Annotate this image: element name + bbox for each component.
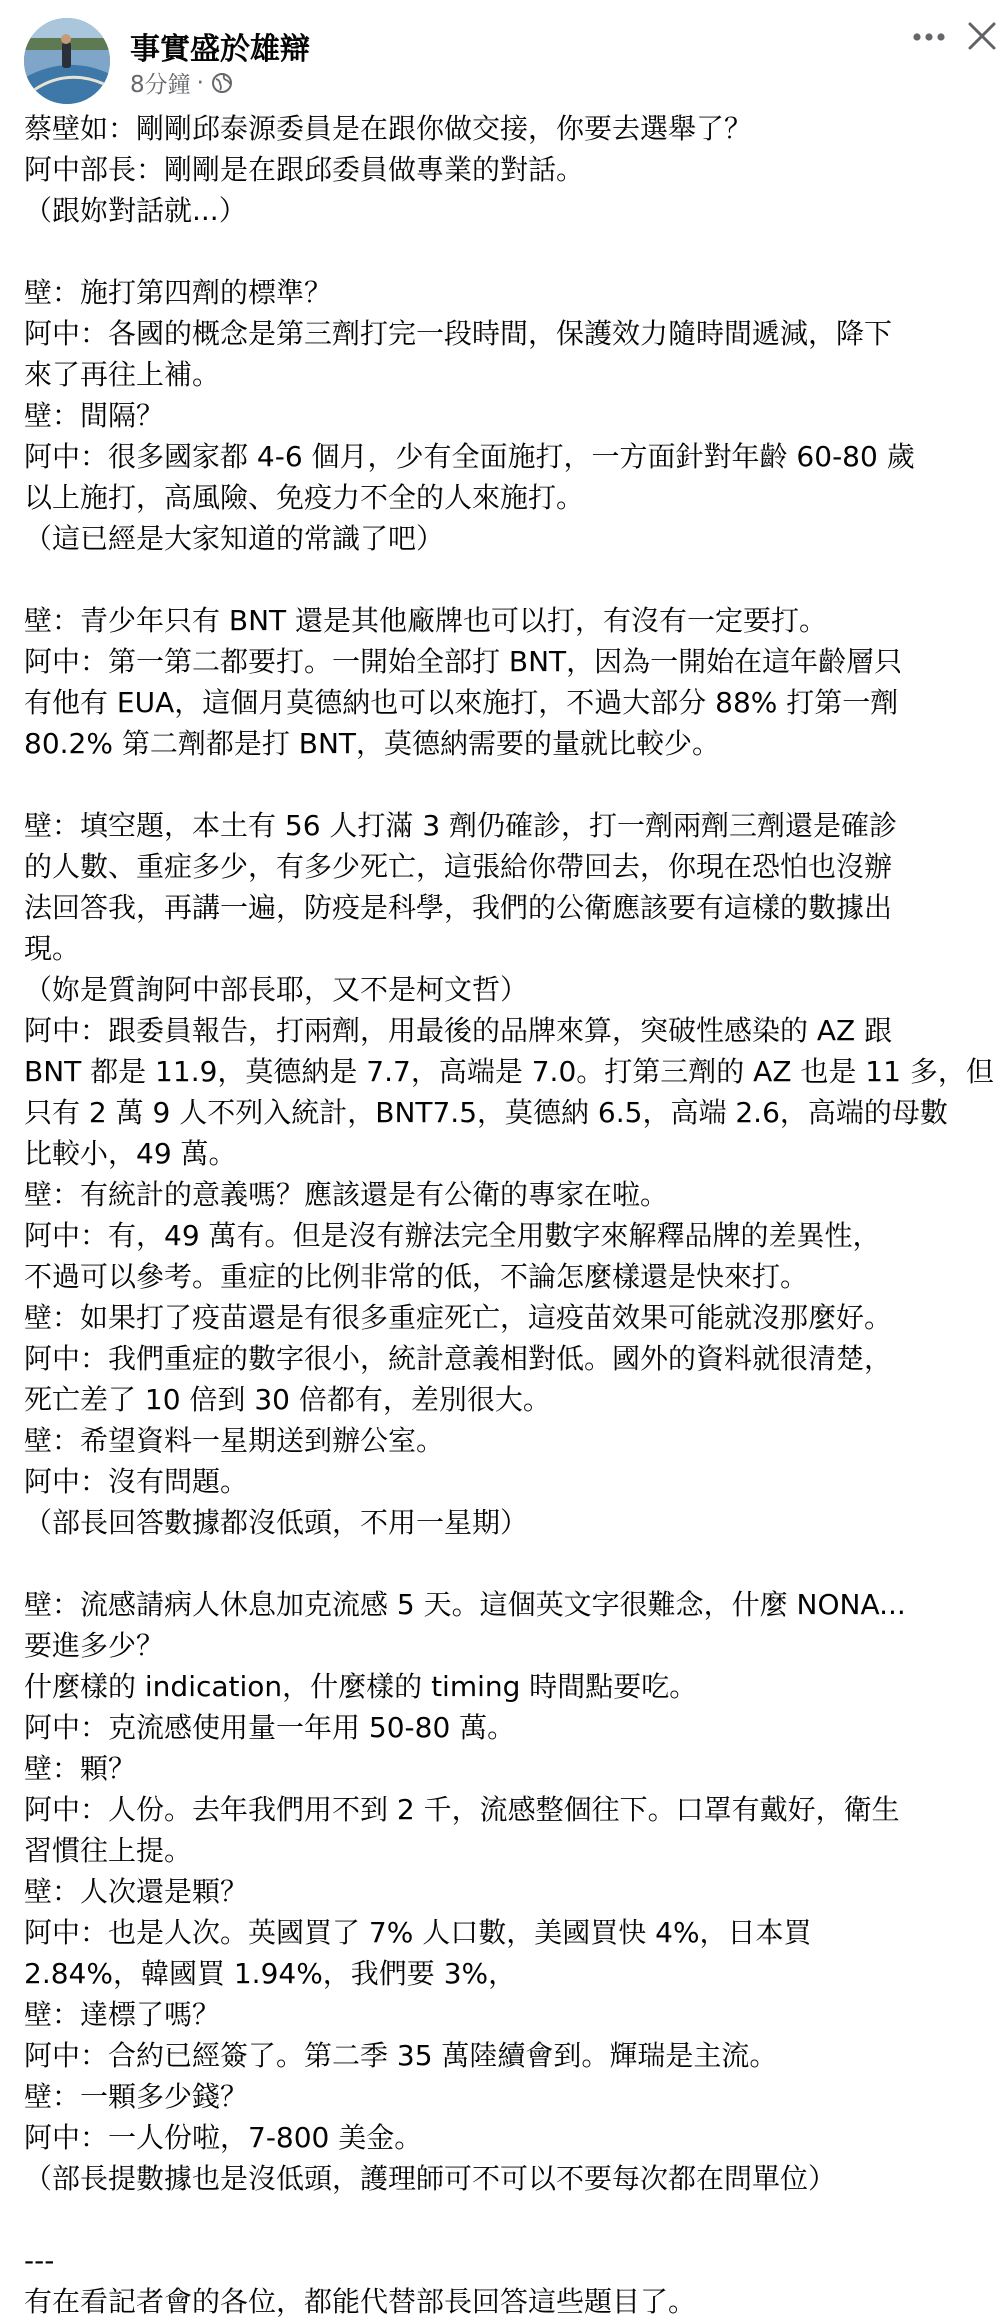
post-line: 壁：達標了嗎？ [24,1998,221,2031]
post-line: 的人數、重症多少，有多少死亡，這張給你帶回去，你現在恐怕也沒辦 [24,850,893,883]
post-line: 比較小，49 萬。 [24,1137,237,1170]
post-line: 阿中：很多國家都 4-6 個月，少有全面施打，一方面針對年齡 60-80 歲 [24,440,915,473]
globe-icon [210,71,234,95]
close-icon[interactable] [962,16,1002,56]
post-time[interactable]: 8分鐘 [130,72,191,98]
post-line: 阿中：我們重症的數字很小，統計意義相對低。國外的資料就很清楚， [24,1342,893,1375]
post-line [24,1543,994,1584]
post-line: （這已經是大家知道的常識了吧） [24,522,445,555]
meta-separator: · [196,69,204,96]
post-line: （妳是質詢阿中部長耶，又不是柯文哲） [24,973,529,1006]
post-line [24,2199,994,2240]
post-line: 習慣往上提。 [24,1834,193,1867]
post-line [24,764,994,805]
post-meta [130,66,234,99]
post-line: 阿中部長：剛剛是在跟邱委員做專業的對話。 [24,153,585,186]
post-line: 阿中：也是人次。英國買了 7% 人口數，美國買快 4%，日本買 [24,1916,812,1949]
post-line: 不過可以參考。重症的比例非常的低，不論怎麼樣還是快來打。 [24,1260,809,1293]
post-line: 來了再往上補。 [24,358,221,391]
avatar[interactable] [24,18,110,104]
post-line: --- [24,2244,55,2277]
post-header [0,0,1008,110]
post-line: 什麼樣的 indication，什麼樣的 timing 時間點要吃。 [24,1670,698,1703]
post-line: 阿中：一人份啦，7-800 美金。 [24,2121,423,2154]
post-line: （跟妳對話就...） [24,194,247,227]
post-line: 死亡差了 10 倍到 30 倍都有，差別很大。 [24,1383,551,1416]
post-line: BNT 都是 11.9，莫德納是 7.7，高端是 7.0。打第三劑的 AZ 也是 11 多，但 [24,1055,994,1088]
post-line: 壁：希望資料一星期送到辦公室。 [24,1424,445,1457]
post-line: 壁：施打第四劑的標準？ [24,276,333,309]
post-line: 壁：填空題，本土有 56 人打滿 3 劑仍確診，打一劑兩劑三劑還是確診 [24,809,898,842]
author-name[interactable]: 事實盛於雄辯 [130,32,310,67]
post-line: 阿中：跟委員報告，打兩劑，用最後的品牌來算，突破性感染的 AZ 跟 [24,1014,893,1047]
post-line: 阿中：克流感使用量一年用 50-80 萬。 [24,1711,516,1744]
post-line: （部長回答數據都沒低頭，不用一星期） [24,1506,529,1539]
more-icon[interactable] [906,22,952,52]
post-line: 阿中：第一第二都要打。一開始全部打 BNT，因為一開始在這年齡層只 [24,645,903,678]
post-line: 要進多少？ [24,1629,165,1662]
post-line: 現。 [24,932,81,965]
post-line: （部長提數據也是沒低頭，護理師可不可以不要每次都在問單位） [24,2162,837,2195]
post-line: 只有 2 萬 9 人不列入統計，BNT7.5，莫德納 6.5，高端 2.6，高端的母數 [24,1096,948,1129]
post-line: 壁：流感請病人休息加克流感 5 天。這個英文字很難念，什麼 NONA... [24,1588,906,1621]
post-line: 2.84%，韓國買 1.94%，我們要 3%， [24,1957,517,1990]
avatar-photo [24,18,110,104]
post-line: 法回答我，再講一遍，防疫是科學，我們的公衛應該要有這樣的數據出 [24,891,893,924]
post-line: 壁：青少年只有 BNT 還是其他廠牌也可以打，有沒有一定要打。 [24,604,828,637]
post-line: 有在看記者會的各位，都能代替部長回答這些題目了。 [24,2285,697,2318]
post-line: 壁：顆？ [24,1752,137,1785]
post-line: 壁：人次還是顆？ [24,1875,249,1908]
post-line [24,231,994,272]
post-line: 壁：間隔？ [24,399,165,432]
post-line: 壁：有統計的意義嗎？應該還是有公衛的專家在啦。 [24,1178,669,1211]
post-line: 以上施打，高風險、免疫力不全的人來施打。 [24,481,585,514]
post-text [24,108,994,2322]
post-line: 蔡壁如：剛剛邱泰源委員是在跟你做交接，你要去選舉了？ [24,112,753,145]
post-line: 阿中：有，49 萬有。但是沒有辦法完全用數字來解釋品牌的差異性， [24,1219,881,1252]
post-line: 阿中：合約已經簽了。第二季 35 萬陸續會到。輝瑞是主流。 [24,2039,778,2072]
post-line: 阿中：沒有問題。 [24,1465,249,1498]
post-line: 有他有 EUA，這個月莫德納也可以來施打，不過大部分 88% 打第一劑 [24,686,899,719]
post-line: 壁：如果打了疫苗還是有很多重症死亡，這疫苗效果可能就沒那麼好。 [24,1301,893,1334]
post-line: 阿中：人份。去年我們用不到 2 千，流感整個往下。口罩有戴好，衛生 [24,1793,900,1826]
post-line: 壁：一顆多少錢？ [24,2080,249,2113]
post-line: 阿中：各國的概念是第三劑打完一段時間，保護效力隨時間遞減，降下 [24,317,893,350]
post-line: 80.2% 第二劑都是打 BNT，莫德納需要的量就比較少。 [24,727,721,760]
post-line [24,559,994,600]
